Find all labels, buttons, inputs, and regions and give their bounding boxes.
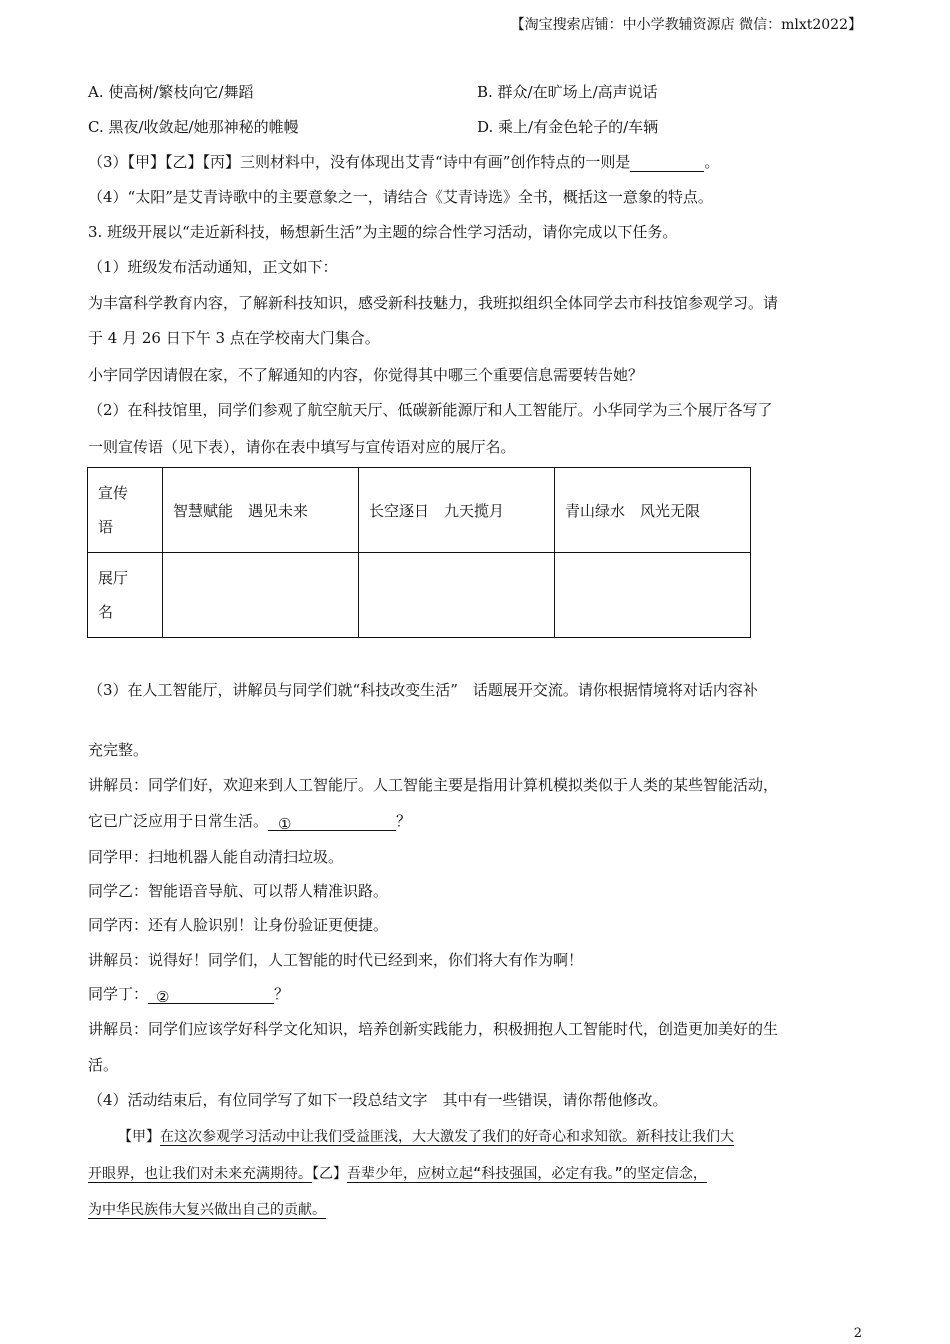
dialogue-guide-3-line-1: 讲解员：同学们应该学好科学文化知识，培养创新实践能力，积极拥抱人工智能时代，创造更加美好的生 bbox=[88, 1020, 779, 1038]
summary-line-3: 为中华民族伟大复兴做出自己的贡献。 bbox=[88, 1202, 326, 1218]
dialogue-student-d: 同学丁： ② ？ bbox=[88, 985, 290, 1006]
option-b: B. 群众/在旷场上/高声说话 bbox=[477, 83, 658, 101]
dialogue-guide-3-line-2: 活。 bbox=[88, 1056, 119, 1074]
hall-name-row bbox=[88, 553, 751, 638]
dialogue-guide-1-line-1: 讲解员：同学们好，欢迎来到人工智能厅。人工智能主要是指用计算机模拟类似于人类的某些智能活动， bbox=[88, 776, 779, 794]
task-3-part-3-line-2: 充完整。 bbox=[88, 741, 149, 759]
option-a: A. 使高树/繁枝向它/舞蹈 bbox=[88, 83, 254, 101]
hall-name-answer-cell[interactable] bbox=[555, 553, 751, 638]
summary-line-1: 【甲】在这次参观学习活动中让我们受益匪浅，大大激发了我们的好奇心和求知欲。新科技让我们大 bbox=[118, 1129, 734, 1145]
task-3-part-3-line-1: （3）在人工智能厅，讲解员与同学们就“科技改变生活” 话题展开交流。请你根据情境将对话内容补 bbox=[88, 681, 758, 699]
slogan-cell: 智慧赋能 遇见未来 bbox=[163, 468, 359, 553]
slogan-row-label: 宣传 语 bbox=[88, 468, 163, 553]
answer-blank[interactable] bbox=[630, 155, 704, 172]
slogan-cell: 长空逐日 九天揽月 bbox=[359, 468, 555, 553]
hall-name-answer-cell[interactable] bbox=[163, 553, 359, 638]
task-3-part-2-line-2: 一则宣传语（见下表），请你在表中填写与宣传语对应的展厅名。 bbox=[88, 438, 516, 456]
dialogue-student-b: 同学乙：智能语音导航、可以帮人精准识路。 bbox=[88, 882, 389, 900]
hall-name-row-label: 展厅 名 bbox=[88, 553, 163, 638]
task-3-intro: 3. 班级开展以“走近新科技，畅想新生活”为主题的综合性学习活动，请你完成以下任务。 bbox=[88, 223, 678, 241]
summary-marker-yi: 【乙】 bbox=[312, 1166, 347, 1182]
slogan-row bbox=[88, 468, 751, 553]
option-c: C. 黑夜/收敛起/她那神秘的帷幔 bbox=[88, 118, 299, 136]
hall-name-answer-cell[interactable] bbox=[359, 553, 555, 638]
task-3-part-2-line-1: （2）在科技馆里，同学们参观了航空航天厅、低碳新能源厅和人工智能厅。小华同学为三个展厅各写了 bbox=[88, 401, 773, 419]
dialogue-blank-2[interactable]: ② bbox=[148, 987, 274, 1004]
option-d: D. 乘上/有金色轮子的/车辆 bbox=[477, 118, 659, 136]
task-3-part-1-question: 小宇同学因请假在家，不了解通知的内容，你觉得其中哪三个重要信息需要转告她？ bbox=[88, 366, 644, 384]
question-3-end: 。 bbox=[704, 153, 720, 171]
dialogue-student-a: 同学甲：扫地机器人能自动清扫垃圾。 bbox=[88, 848, 344, 866]
dialogue-blank-1[interactable]: ① bbox=[268, 814, 396, 831]
task-3-part-4: （4）活动结束后，有位同学写了如下一段总结文字 其中有一些错误，请你帮他修改。 bbox=[88, 1091, 668, 1109]
notice-line-1: 为丰富科学教育内容，了解新科技知识，感受新科技魅力，我班拟组织全体同学去市科技馆参观学习。请 bbox=[88, 294, 779, 312]
slogan-cell: 青山绿水 风光无限 bbox=[555, 468, 751, 553]
question-3-text: （3）【甲】【乙】【丙】三则材料中，没有体现出艾青“诗中有画”创作特点的一则是 bbox=[88, 153, 631, 171]
dialogue-student-c: 同学丙：还有人脸识别！让身份验证更便捷。 bbox=[88, 916, 389, 934]
slogan-table bbox=[87, 467, 751, 638]
question-4: （4）“太阳”是艾青诗歌中的主要意象之一，请结合《艾青诗选》全书，概括这一意象的特点。 bbox=[88, 188, 713, 206]
summary-line-2: 开眼界，也让我们对未来充满期待。【乙】吾辈少年，应树立起“科技强国，必定有我。”的坚定信念， bbox=[88, 1166, 707, 1182]
page-number: 2 bbox=[853, 1326, 862, 1341]
dialogue-guide-1-line-2: 它已广泛应用于日常生活。 ① ？ bbox=[88, 812, 412, 833]
summary-marker-jia: 【甲】 bbox=[118, 1129, 160, 1145]
dialogue-guide-2: 讲解员：说得好！同学们，人工智能的时代已经到来，你们将大有作为啊！ bbox=[88, 951, 584, 969]
page-header: 【淘宝搜索店铺：中小学教辅资源店 微信：mlxt2022】 bbox=[510, 17, 862, 33]
notice-line-2: 于 4 月 26 日下午 3 点在学校南大门集合。 bbox=[88, 329, 380, 347]
question-3 bbox=[88, 152, 719, 172]
task-3-part-1-title: （1）班级发布活动通知，正文如下： bbox=[88, 258, 338, 276]
